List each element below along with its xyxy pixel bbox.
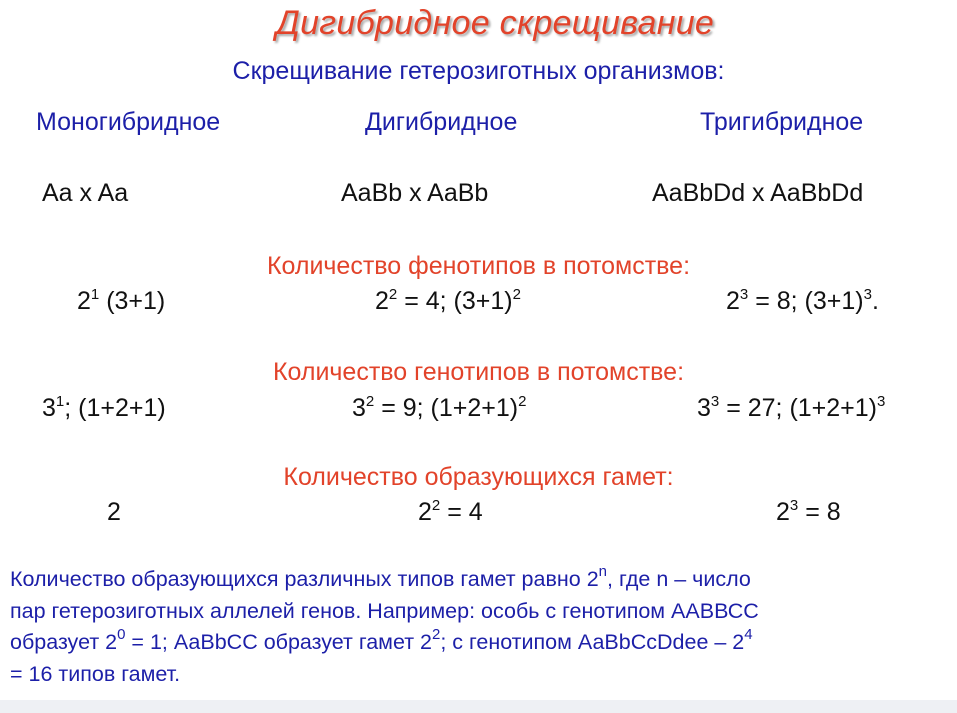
gametes-di: $2^2 = 4$ — [418, 497, 483, 526]
note-line-2: пар гетерозиготных аллелей генов. Например: особь с генотипом ААВВСС — [10, 598, 759, 623]
genotypes-mono: $3^1$; (1+2+1) — [42, 393, 166, 422]
genotypes-tri: $3^3 = 27$; $(1+2+1)^3$ — [697, 393, 886, 422]
note-line-4: = 16 типов гамет. — [10, 661, 181, 686]
gametes-mono: 2 — [107, 498, 121, 526]
crosses-row — [0, 179, 957, 215]
column-header-tri: Тригибридное — [700, 108, 864, 136]
phenotypes-tri: $2^3 = 8$; $(3+1)^3$. — [726, 286, 879, 315]
genotypes-row — [0, 394, 957, 430]
column-headers — [0, 108, 957, 144]
subtitle: Скрещивание гетерозиготных организмов: — [232, 57, 725, 85]
phenotypes-heading: Количество фенотипов в потомстве: — [266, 252, 691, 280]
page-title: Дигибридное скрещивание — [275, 4, 715, 42]
phenotypes-di: $2^2 = 4$; $(3+1)^2$ — [375, 286, 521, 315]
cross-tri: AaBbDd x AaBbDd — [652, 179, 864, 207]
gametes-tri: $2^3 = 8$ — [776, 497, 841, 526]
note-line-3: образует $2^0 = 1$; АаВbСС образует гамет $2^2$; с генотипом АаВbСcDdee – $2^4$ — [10, 626, 753, 654]
bottom-band — [0, 700, 957, 713]
cross-mono: Aa x Aa — [42, 179, 129, 207]
genotypes-heading: Количество генотипов в потомстве: — [272, 358, 685, 386]
note-line-1: Количество образующихся различных типов гамет равно 2$^n$, где n – число — [10, 563, 751, 591]
phenotypes-row — [0, 287, 957, 323]
column-header-di: Дигибридное — [365, 108, 518, 136]
genotypes-di: $3^2 = 9$; $(1+2+1)^2$ — [352, 393, 527, 422]
gametes-note — [10, 564, 950, 690]
gametes-row — [0, 498, 957, 534]
column-header-mono: Моногибридное — [36, 108, 221, 136]
gametes-heading: Количество образующихся гамет: — [283, 463, 674, 491]
cross-di: AaBb x AaBb — [341, 179, 489, 207]
phenotypes-mono: $2^1$ (3+1) — [77, 286, 166, 315]
